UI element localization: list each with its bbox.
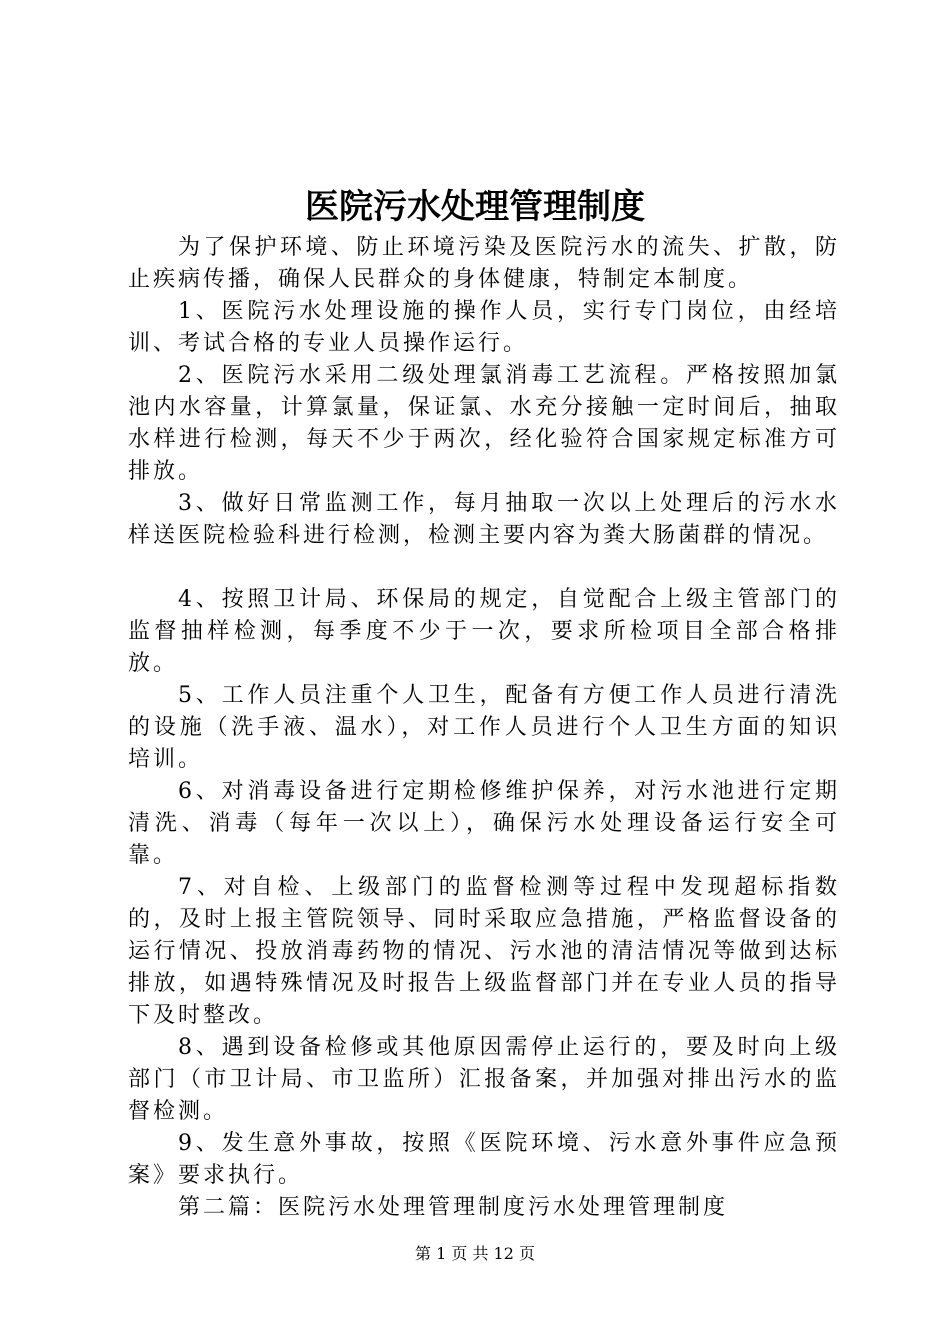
intro-paragraph: 为了保护环境、防止环境污染及医院污水的流失、扩散，防止疾病传播，确保人民群众的身体健康，特制定本制度。 (128, 235, 840, 292)
paragraph-item-9: 9、发生意外事故，按照《医院环境、污水意外事件应急预案》要求执行。 (128, 1131, 840, 1188)
section-heading-part-two: 第二篇：医院污水处理管理制度污水处理管理制度 (178, 1195, 729, 1220)
paragraph-item-3: 3、做好日常监测工作，每月抽取一次以上处理后的污水水样送医院检验科进行检测，检测主要内容为粪大肠菌群的情况。 (128, 491, 840, 548)
paragraph-item-4: 4、按照卫计局、环保局的规定，自觉配合上级主管部门的监督抽样检测，每季度不少于一次，要求所检项目全部合格排放。 (128, 587, 840, 676)
document-title: 医院污水处理管理制度 (305, 187, 645, 227)
paragraph-item-1: 1、医院污水处理设施的操作人员，实行专门岗位，由经培训、考试合格的专业人员操作运行。 (128, 299, 840, 356)
paragraph-item-2: 2、医院污水采用二级处理氯消毒工艺流程。严格按照加氯池内水容量，计算氯量，保证氯、水充分接触一定时间后，抽取水样进行检测，每天不少于两次，经化验符合国家规定标准方可排放。 (128, 363, 840, 484)
page-footer: 第 1 页 共 12 页 (415, 1244, 535, 1263)
paragraph-item-7: 7、对自检、上级部门的监督检测等过程中发现超标指数的，及时上报主管院领导、同时采取应急措施，严格监督设备的运行情况、投放消毒药物的情况、污水池的清洁情况等做到达标排放，如遇特殊情况及时报告上级监督部门并在专业人员的指导下及时整改。 (128, 875, 840, 1028)
document-body (128, 232, 840, 1224)
paragraph-item-5: 5、工作人员注重个人卫生，配备有方便工作人员进行清洗的设施（洗手液、温水），对工作人员进行个人卫生方面的知识培训。 (128, 683, 840, 772)
paragraph-item-6: 6、对消毒设备进行定期检修维护保养，对污水池进行定期清洗、消毒（每年一次以上），确保污水处理设备运行安全可靠。 (128, 779, 840, 868)
paragraph-item-8: 8、遇到设备检修或其他原因需停止运行的，要及时向上级部门（市卫计局、市卫监所）汇报备案，并加强对排出污水的监督检测。 (128, 1035, 840, 1124)
